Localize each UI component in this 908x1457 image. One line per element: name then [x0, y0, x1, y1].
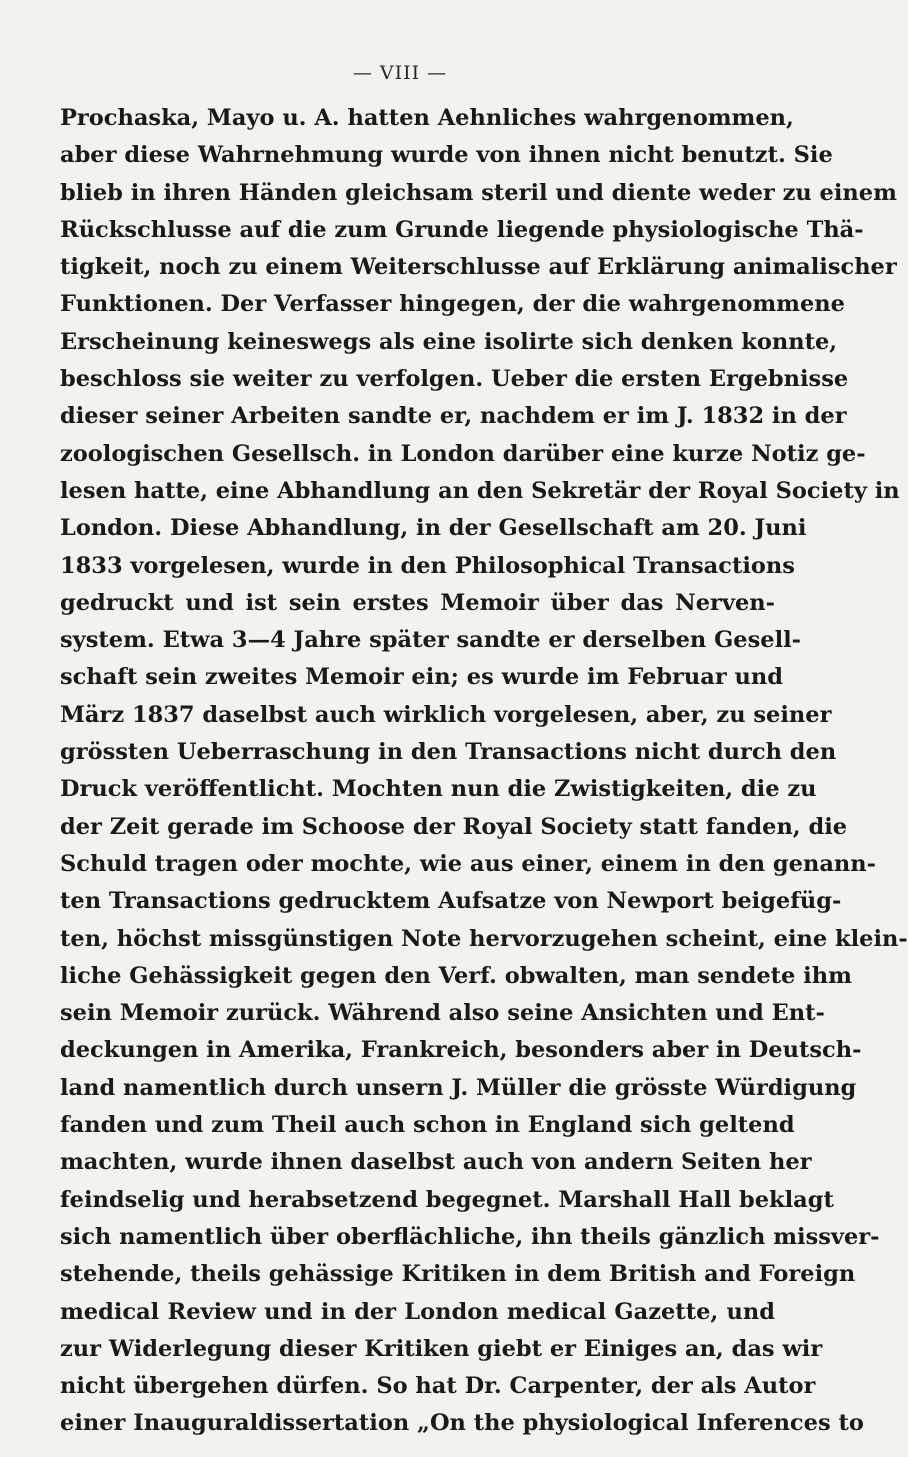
text-line: grössten Ueberraschung in den Transactions nicht durch den: [60, 739, 837, 766]
text-line: Druck veröffentlicht. Mochten nun die Zwistigkeiten, die zu: [60, 776, 817, 803]
text-line: medical Review und in der London medical Gazette, und: [60, 1298, 775, 1325]
text-line: schaft sein zweites Memoir ein; es wurde im Februar und: [60, 664, 783, 691]
text-line: London. Diese Abhandlung, in der Gesellschaft am 20. Juni: [60, 515, 807, 542]
text-line: dieser seiner Arbeiten sandte er, nachdem er im J. 1832 in der: [60, 403, 847, 430]
page-number: — VIII —: [352, 62, 448, 84]
text-line: der Zeit gerade im Schoose der Royal Society statt fanden, die: [60, 813, 848, 840]
text-line: Erscheinung keineswegs als eine isolirte sich denken konnte,: [60, 328, 838, 355]
text-line: Schuld tragen oder mochte, wie aus einer, einem in den genann-: [60, 850, 876, 877]
text-line: stehende, theils gehässige Kritiken in dem British and Foreign: [60, 1261, 856, 1288]
text-line: feindselig und herabsetzend begegnet. Marshall Hall beklagt: [60, 1186, 834, 1213]
text-line: tigkeit, noch zu einem Weiterschlusse auf Erklärung animalischer: [60, 254, 897, 281]
text-line: deckungen in Amerika, Frankreich, besonders aber in Deutsch-: [60, 1037, 862, 1064]
text-line: sich namentlich über oberflächliche, ihn theils gänzlich missver-: [60, 1223, 880, 1250]
text-line: Rückschlusse auf die zum Grunde liegende physiologische Thä-: [60, 216, 864, 243]
text-line: nicht übergehen dürfen. So hat Dr. Carpenter, der als Autor: [60, 1373, 816, 1400]
text-line: machten, wurde ihnen daselbst auch von andern Seiten her: [60, 1149, 812, 1176]
text-line: blieb in ihren Händen gleichsam steril und diente weder zu einem: [60, 179, 897, 206]
text-line: liche Gehässigkeit gegen den Verf. obwalten, man sendete ihm: [60, 962, 852, 989]
text-line: lesen hatte, eine Abhandlung an den Sekretär der Royal Society in: [60, 477, 900, 504]
text-line: Prochaska, Mayo u. A. hatten Aehnliches wahrgenommen,: [60, 105, 794, 131]
text-line: fanden und zum Theil auch schon in England sich geltend: [60, 1112, 795, 1139]
body-text: [60, 100, 908, 1443]
text-line: einer Inauguraldissertation „On the physiological Inferences to: [60, 1410, 864, 1437]
text-line: system. Etwa 3—4 Jahre später sandte er derselben Gesell-: [60, 627, 802, 654]
text-line: sein Memoir zurück. Während also seine Ansichten und Ent-: [60, 1000, 825, 1027]
text-line: zoologischen Gesellsch. in London darüber eine kurze Notiz ge-: [60, 440, 866, 467]
text-line: zur Widerlegung dieser Kritiken giebt er Einiges an, das wir: [60, 1335, 823, 1362]
text-line: ten Transactions gedrucktem Aufsatze von Newport beigefüg-: [60, 888, 842, 915]
text-line: land namentlich durch unsern J. Müller die grösste Würdigung: [60, 1074, 857, 1101]
text-line: Funktionen. Der Verfasser hingegen, der die wahrgenommene: [60, 291, 845, 318]
text-line: gedruckt und ist sein erstes Memoir über das Nerven-: [60, 589, 775, 616]
text-line: März 1837 daselbst auch wirklich vorgelesen, aber, zu seiner: [60, 701, 832, 728]
text-line: 1833 vorgelesen, wurde in den Philosophical Transactions: [60, 552, 795, 579]
text-line: aber diese Wahrnehmung wurde von ihnen nicht benutzt. Sie: [60, 142, 833, 169]
text-line: ten, höchst missgünstigen Note hervorzugehen scheint, eine klein-: [60, 925, 908, 952]
text-line: beschloss sie weiter zu verfolgen. Ueber die ersten Ergebnisse: [60, 366, 849, 393]
